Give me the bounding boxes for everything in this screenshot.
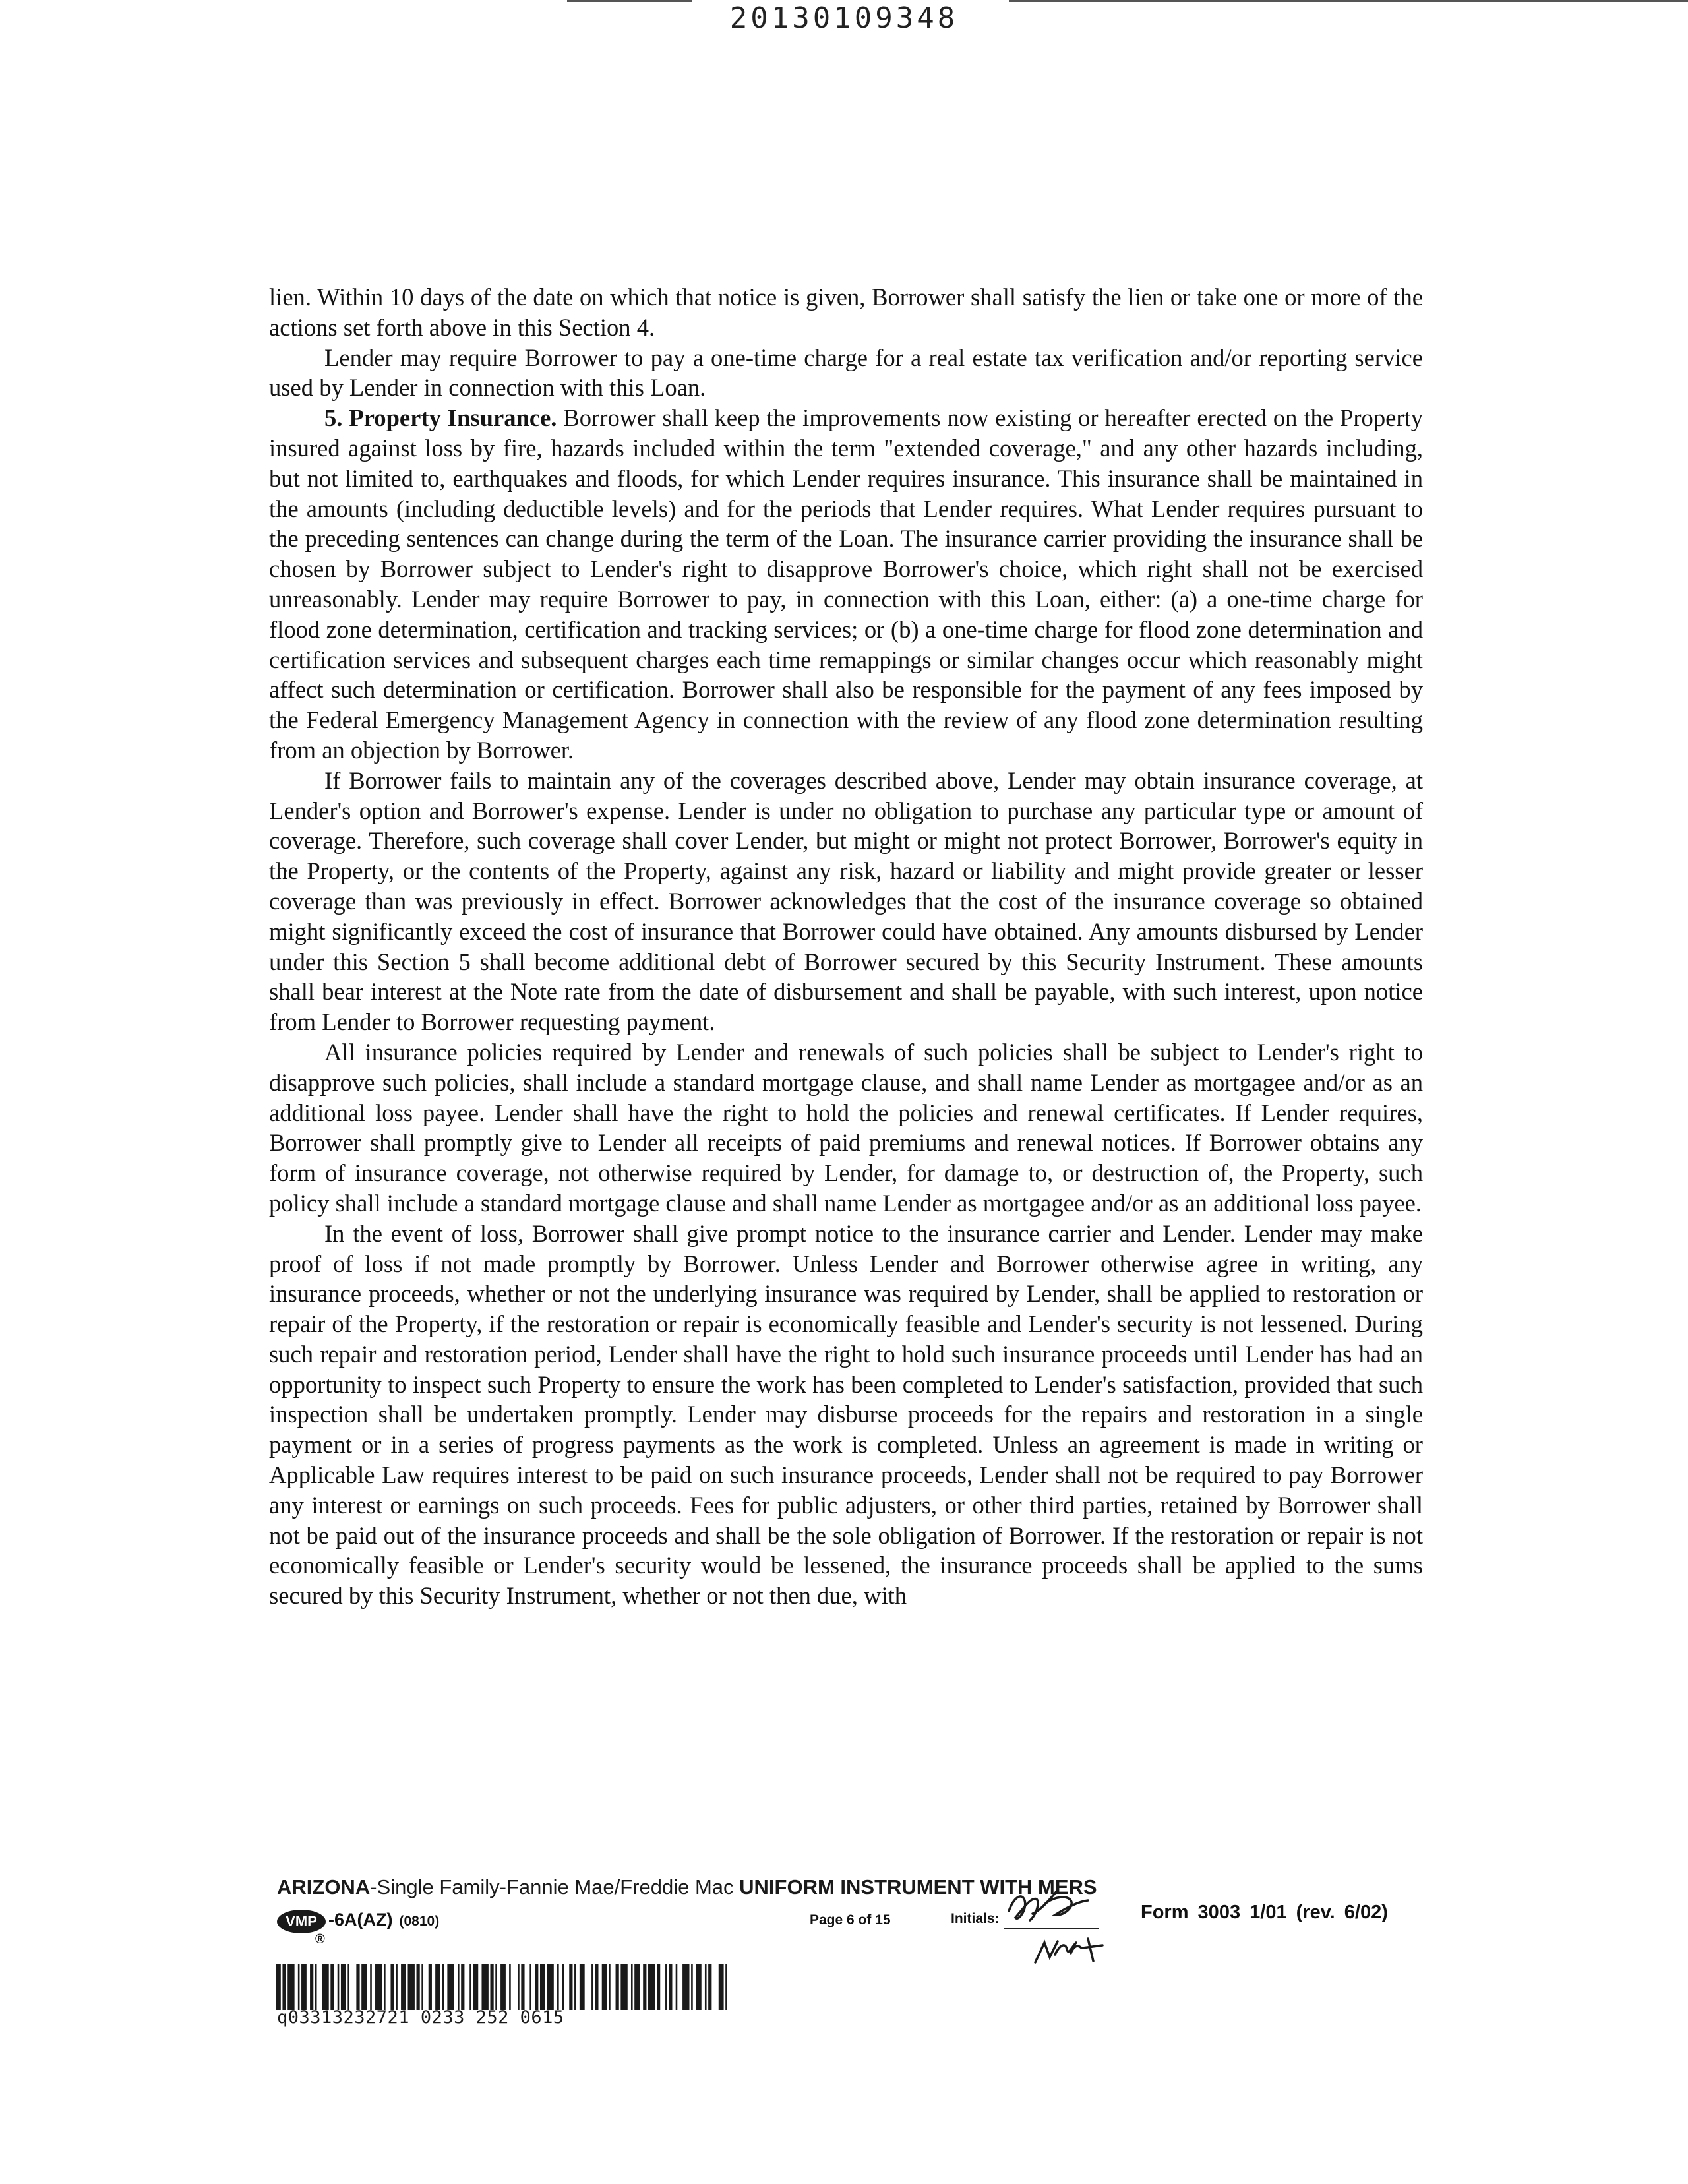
barcode-bar bbox=[657, 1964, 660, 2010]
barcode-bar bbox=[648, 1964, 655, 2010]
paragraph-coverage-failure: If Borrower fails to maintain any of the coverages described above, Lender may obtain insurance coverage, at Lender's option and Borrower's expense. Lender is under no obligation to purchase any particular type or amount of coverage. Therefore, such coverage shall cover Lender, but might or might not protect Borrower, Borrower's equity in the Property, or the contents of the Property, against any risk, hazard or liability and might provide greater or lesser coverage than was previously in effect. Borrower acknowledges that the cost of the insurance coverage so obtained might significantly exceed the cost of insurance that Borrower could have obtained. Any amounts disbursed by Lender under this Section 5 shall become additional debt of Borrower secured by this Security Instrument. These amounts shall bear interest at the Note rate from the date of disbursement and shall be payable, with such interest, upon notice from Lender to Borrower requesting payment. bbox=[269, 766, 1423, 1036]
barcode-bar bbox=[574, 1964, 576, 2010]
barcode-bar bbox=[356, 1964, 359, 2010]
handwritten-initials bbox=[989, 1870, 1147, 1969]
initials-label: Initials: bbox=[951, 1911, 1000, 1926]
barcode-bar bbox=[458, 1964, 460, 2010]
barcode-bar bbox=[417, 1964, 420, 2010]
barcode bbox=[276, 1964, 731, 2010]
barcode-bar bbox=[310, 1964, 313, 2010]
registered-trademark: ® bbox=[315, 1932, 325, 1947]
barcode-bar bbox=[407, 1964, 414, 2010]
paragraph-lien-continuation: lien. Within 10 days of the date on which that notice is given, Borrower shall satisfy the lien or take one or more of the actions set forth above in this Section 4. bbox=[269, 284, 1423, 341]
barcode-bar bbox=[298, 1964, 300, 2010]
barcode-bar bbox=[535, 1964, 538, 2010]
barcode-bar bbox=[447, 1964, 454, 2010]
barcode-bar bbox=[665, 1964, 667, 2010]
barcode-bar bbox=[338, 1964, 340, 2010]
barcode-bar bbox=[557, 1964, 559, 2010]
barcode-bar bbox=[461, 1964, 464, 2010]
barcode-bar bbox=[442, 1964, 444, 2010]
initials-mark-lower bbox=[1035, 1939, 1102, 1962]
barcode-bar bbox=[276, 1964, 281, 2010]
barcode-bar bbox=[361, 1964, 367, 2010]
barcode-bar bbox=[322, 1964, 328, 2010]
barcode-bar bbox=[540, 1964, 545, 2010]
barcode-bar bbox=[396, 1964, 398, 2010]
barcode-bar bbox=[580, 1964, 585, 2010]
barcode-bar bbox=[569, 1964, 572, 2010]
footer-state: ARIZONA bbox=[277, 1875, 371, 1898]
barcode-bar bbox=[696, 1964, 702, 2010]
barcode-bar bbox=[401, 1964, 406, 2010]
barcode-bar bbox=[473, 1964, 478, 2010]
barcode-bar bbox=[529, 1964, 531, 2010]
paragraph-property-insurance bbox=[269, 403, 1423, 766]
barcode-bar bbox=[591, 1964, 593, 2010]
barcode-bar bbox=[495, 1964, 497, 2010]
barcode-bar bbox=[347, 1964, 349, 2010]
barcode-bar bbox=[287, 1964, 294, 2010]
barcode-bar bbox=[676, 1964, 678, 2010]
barcode-bar bbox=[330, 1964, 334, 2010]
form-code-revision: (0810) bbox=[399, 1914, 440, 1929]
barcode-bar bbox=[370, 1964, 372, 2010]
barcode-bar bbox=[631, 1964, 633, 2010]
barcode-bar bbox=[547, 1964, 553, 2010]
form-code-value: -6A(AZ) bbox=[328, 1910, 393, 1929]
barcode-bar bbox=[602, 1964, 607, 2010]
barcode-bar bbox=[384, 1964, 386, 2010]
section-5-heading: 5. Property Insurance. bbox=[324, 404, 557, 432]
paragraph-insurance-policies: All insurance policies required by Lender and renewals of such policies shall be subject to Lender's right to disapprove such policies, shall include a standard mortgage clause, and shall name Lender as mortgagee and/or as an additional loss payee. Lender shall have the right to hold the policies and renewal certificates. If Lender requires, Borrower shall promptly give to Lender all receipts of paid premiums and renewal notices. If Borrower obtains any form of insurance coverage, not otherwise required by Lender, for damage to, or destruction of, the Property, such policy shall include a standard mortgage clause and shall name Lender as mortgagee and/or as an additional loss payee. bbox=[269, 1038, 1423, 1217]
barcode-bar bbox=[682, 1964, 689, 2010]
barcode-bar bbox=[705, 1964, 707, 2010]
barcode-bar bbox=[521, 1964, 524, 2010]
barcode-bar bbox=[609, 1964, 611, 2010]
barcode-bar bbox=[341, 1964, 346, 2010]
recording-document-number: 20130109348 bbox=[729, 1, 959, 35]
barcode-bar bbox=[562, 1964, 564, 2010]
barcode-bar bbox=[509, 1964, 511, 2010]
barcode-bar bbox=[595, 1964, 598, 2010]
document-body bbox=[269, 282, 1423, 1611]
barcode-bar bbox=[691, 1964, 693, 2010]
barcode-bar bbox=[375, 1964, 382, 2010]
barcode-bar bbox=[634, 1964, 640, 2010]
barcode-bar bbox=[518, 1964, 520, 2010]
paragraph-tax-verification: Lender may require Borrower to pay a one-time charge for a real estate tax verification and/or reporting service used by Lender in connection with this Loan. bbox=[269, 344, 1423, 402]
initials-mark-upper bbox=[1009, 1890, 1088, 1920]
barcode-bar bbox=[725, 1964, 727, 2010]
barcode-bar bbox=[469, 1964, 471, 2010]
footer-form-type: -Single Family-Fannie Mae/Freddie Mac bbox=[370, 1875, 734, 1898]
barcode-bar bbox=[643, 1964, 646, 2010]
barcode-bar bbox=[669, 1964, 672, 2010]
page-indicator: Page 6 of 15 bbox=[810, 1912, 891, 1927]
barcode-bar bbox=[435, 1964, 440, 2010]
section-5-text: Borrower shall keep the improvements now existing or hereafter erected on the Property insured against loss by fire, hazards included within the term "extended coverage," and any other hazards including, but not limited to, earthquakes and floods, for which Lender requires insurance. This insurance shall be maintained in the amounts (including deductible levels) and for the periods that Lender requires. What Lender requires pursuant to the preceding sentences can change during the term of the Loan. The insurance carrier providing the insurance shall be chosen by Borrower subject to Lender's right to disapprove Borrower's choice, which right shall not be exercised unreasonably. Lender may require Borrower to pay, in connection with this Loan, either: (a) a one-time charge for flood zone determination, certification and tracking services; or (b) a one-time charge for flood zone determination and certification services and subsequent charges each time remappings or similar changes occur which reasonably might affect such determination or certification. Borrower shall also be responsible for the payment of any fees imposed by the Federal Emergency Management Agency in connection with the review of any flood zone determination resulting from an objection by Borrower. bbox=[269, 404, 1423, 764]
footer-form-code bbox=[328, 1910, 439, 1930]
barcode-bar bbox=[500, 1964, 506, 2010]
barcode-bar bbox=[301, 1964, 307, 2010]
barcode-bar bbox=[481, 1964, 488, 2010]
paragraph-event-of-loss: In the event of loss, Borrower shall give prompt notice to the insurance carrier and Lender. Lender may make proof of loss if not made promptly by Borrower. Unless Lender and Borrower otherwise agree in writing, any insurance proceeds, whether or not the underlying insurance was required by Lender, shall be applied to restoration or repair of the Property, if the restoration or repair is economically feasible and Lender's security is not lessened. During such repair and restoration period, Lender shall have the right to hold such insurance proceeds until Lender has had an opportunity to inspect such Property to ensure the work has been completed to Lender's satisfaction, provided that such inspection shall be undertaken promptly. Lender may disburse proceeds for the repairs and restoration in a single payment or in a series of progress payments as the work is completed. Unless an agreement is made in writing or Applicable Law requires interest to be paid on such insurance proceeds, Lender shall not be required to pay Borrower any interest or earnings on such proceeds. Fees for public adjusters, or other third parties, retained by Borrower shall not be paid out of the insurance proceeds and shall be the sole obligation of Borrower. If the restoration or repair is not economically feasible or Lender's security would be lessened, the insurance proceeds shall be applied to the sums secured by this Security Instrument, whether or not then due, with bbox=[269, 1219, 1423, 1610]
barcode-bar bbox=[429, 1964, 432, 2010]
footer-instrument: UNIFORM INSTRUMENT WITH MERS bbox=[739, 1875, 1097, 1898]
barcode-bar bbox=[390, 1964, 394, 2010]
barcode-bar bbox=[708, 1964, 711, 2010]
form-number: Form 3003 1/01 (rev. 6/02) bbox=[1141, 1902, 1388, 1923]
barcode-bar bbox=[620, 1964, 627, 2010]
barcode-bar bbox=[490, 1964, 493, 2010]
barcode-bar bbox=[282, 1964, 286, 2010]
footer-form-title bbox=[277, 1875, 1097, 1899]
barcode-bar bbox=[421, 1964, 423, 2010]
barcode-number: q03313232721 0233 252 0615 bbox=[277, 2007, 564, 2028]
barcode-bar bbox=[315, 1964, 317, 2010]
vmp-logo: VMP bbox=[277, 1910, 326, 1933]
barcode-bar bbox=[616, 1964, 619, 2010]
barcode-bar bbox=[719, 1964, 724, 2010]
